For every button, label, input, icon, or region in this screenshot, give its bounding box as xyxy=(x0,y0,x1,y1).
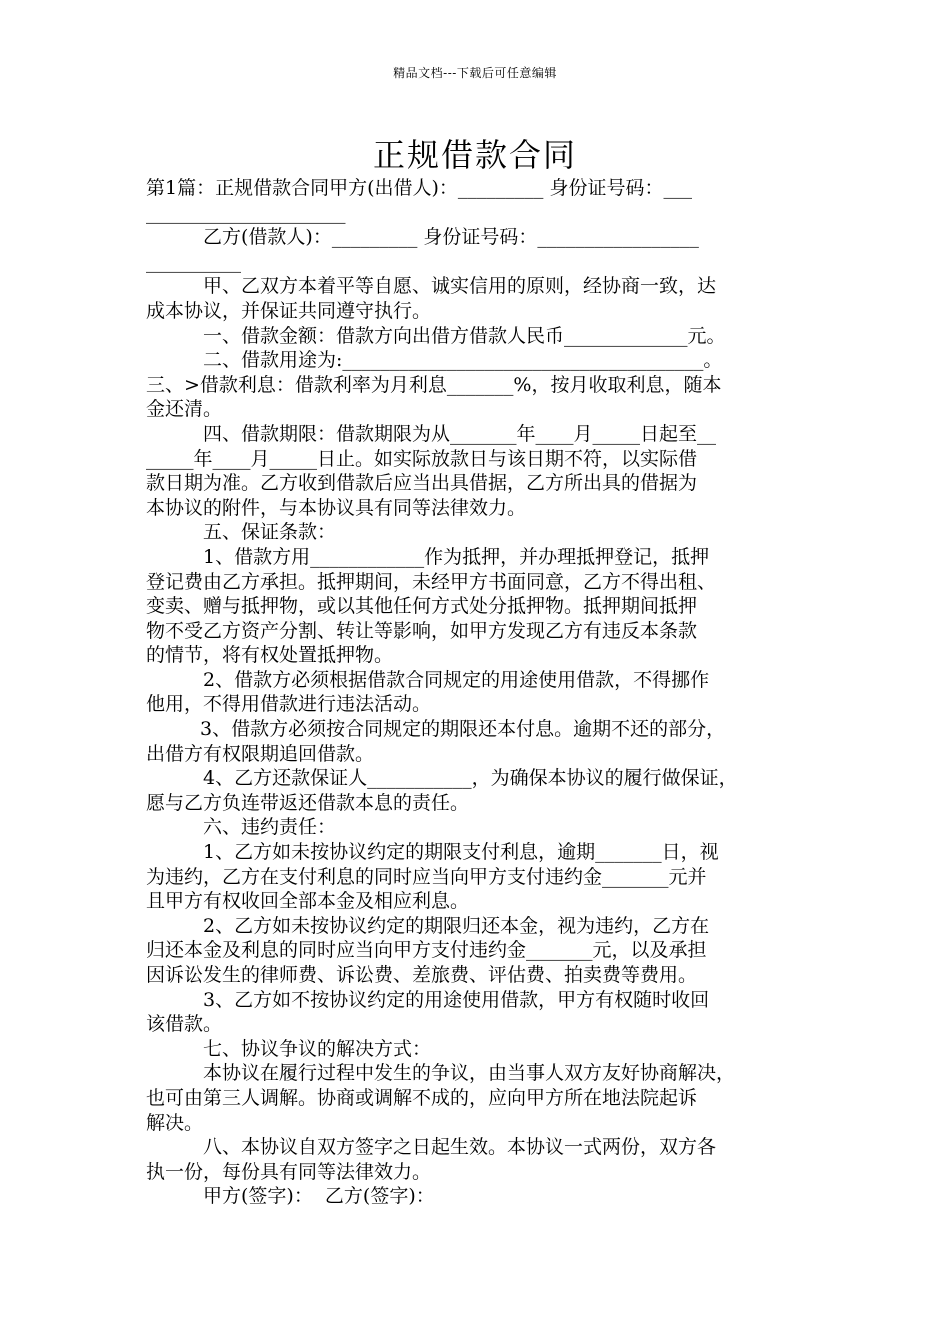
text-line: _____________________ xyxy=(146,201,346,224)
text-line: 三、>借款利息：借款利率为月利息_______%，按月收取利息，随本 xyxy=(146,373,722,396)
text-line: 出借方有权限期追回借款。 xyxy=(146,742,375,765)
text-line: 1、借款方用____________作为抵押，并办理抵押登记，抵押 xyxy=(203,545,710,568)
text-line: 一、借款金额：借款方向出借方借款人民币_____________元。 xyxy=(203,324,726,347)
text-line: 成本协议，并保证共同遵守执行。 xyxy=(146,299,432,322)
text-line: 款日期为准。乙方收到借款后应当出具借据，乙方所出具的借据为 xyxy=(146,472,698,495)
text-line: 八、本协议自双方签字之日起生效。本协议一式两份，双方各 xyxy=(203,1136,717,1159)
text-line: 本协议在履行过程中发生的争议，由当事人双方友好协商解决， xyxy=(203,1062,736,1085)
text-line: 登记费由乙方承担。抵押期间，未经甲方书面同意，乙方不得出租、 xyxy=(146,570,717,593)
text-line: _____年____月_____日止。如实际放款日与该日期不符，以实际借 xyxy=(146,447,698,470)
text-line: 二、借款用途为:______________________________________。 xyxy=(203,349,723,372)
text-line: 物不受乙方资产分割、转让等影响，如甲方发现乙方有违反本条款 xyxy=(146,619,698,642)
text-line: 变卖、赠与抵押物，或以其他任何方式处分抵押物。抵押期间抵押 xyxy=(146,595,698,618)
text-line: 四、借款期限：借款期限为从_______年____月_____日起至__ xyxy=(203,422,717,445)
text-line: 第1篇：正规借款合同甲方(出借人)：_________ 身份证号码：___ xyxy=(146,177,692,199)
text-line: 2、借款方必须根据借款合同规定的用途使用借款，不得挪作 xyxy=(203,668,710,691)
text-line: 的情节，将有权处置抵押物。 xyxy=(146,644,394,667)
text-line: __________ xyxy=(146,250,241,273)
text-line: 六、违约责任： xyxy=(203,816,337,839)
text-line: 乙方(借款人)：_________ 身份证号码：_________________ xyxy=(203,226,699,249)
text-line: 解决。 xyxy=(146,1111,204,1134)
document-title: 正规借款合同 xyxy=(372,136,577,174)
text-line: 1、乙方如未按协议约定的期限支付利息，逾期_______日，视 xyxy=(203,841,719,864)
text-line: 愿与乙方负连带返还借款本息的责任。 xyxy=(146,791,470,814)
text-line: 五、保证条款： xyxy=(203,521,337,544)
text-line: 本协议的附件，与本协议具有同等法律效力。 xyxy=(146,496,527,519)
text-line: 他用，不得用借款进行违法活动。 xyxy=(146,693,432,716)
text-line: 3、乙方如不按协议约定的用途使用借款，甲方有权随时收回 xyxy=(203,988,710,1011)
text-line: 且甲方有权收回全部本金及相应利息。 xyxy=(146,890,470,913)
text-line: 也可由第三人调解。协商或调解不成的，应向甲方所在地法院起诉 xyxy=(146,1086,698,1109)
text-line: 因诉讼发生的律师费、诉讼费、差旅费、评估费、拍卖费等费用。 xyxy=(146,964,698,986)
text-line: 七、协议争议的解决方式： xyxy=(203,1037,432,1060)
document-body xyxy=(146,176,808,1209)
text-line: 2、乙方如未按协议约定的期限归还本金，视为违约，乙方在 xyxy=(203,914,710,937)
text-line: 甲方(签字)： 乙方(签字)： xyxy=(203,1185,435,1208)
text-line: 为违约，乙方在支付利息的同时应当向甲方支付违约金_______元并 xyxy=(146,865,707,888)
text-line: 3、借款方必须按合同规定的期限还本付息。逾期不还的部分， xyxy=(200,718,726,741)
text-line: 甲、乙双方本着平等自愿、诚实信用的原则，经协商一致，达 xyxy=(203,275,717,298)
text-line: 执一份，每份具有同等法律效力。 xyxy=(146,1160,432,1183)
page-header: 精品文档---下载后可任意编辑 xyxy=(393,66,557,80)
text-line: 4、乙方还款保证人___________，为确保本协议的履行做保证， xyxy=(203,767,738,790)
text-line: 金还清。 xyxy=(146,398,223,421)
text-line: 归还本金及利息的同时应当向甲方支付违约金_______元，以及承担 xyxy=(146,939,707,962)
text-line: 该借款。 xyxy=(146,1013,223,1036)
